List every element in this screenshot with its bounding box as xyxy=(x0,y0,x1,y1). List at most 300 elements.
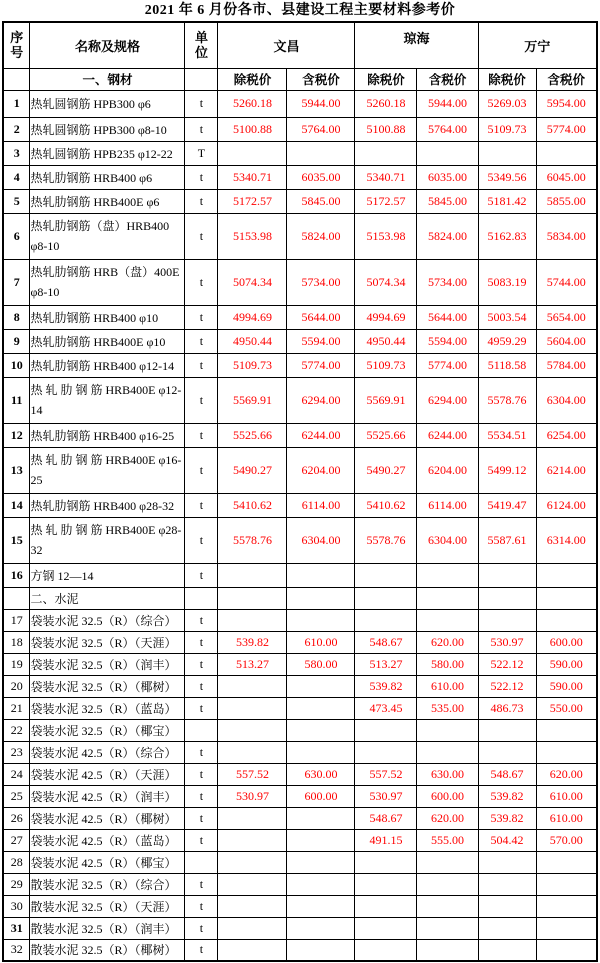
price-cell-wanning-incl: 5604.00 xyxy=(536,329,597,353)
price-cell-wanning-excl: 539.82 xyxy=(478,785,536,807)
price-cell-qionghai-incl: 6114.00 xyxy=(417,493,478,517)
price-cell-wanning-incl: 5744.00 xyxy=(536,259,597,305)
item-name: 热轧圆钢筋 HPB300 φ6 xyxy=(30,90,185,117)
item-name: 袋装水泥 32.5（R）（润丰） xyxy=(30,653,185,675)
table-row xyxy=(3,90,597,117)
price-cell-qionghai-incl xyxy=(417,895,478,917)
price-cell-wenchang-incl: 580.00 xyxy=(287,653,355,675)
table-row xyxy=(3,697,597,719)
item-unit: t xyxy=(185,609,218,631)
price-cell-qionghai-excl xyxy=(355,609,417,631)
item-unit: t xyxy=(185,189,218,213)
price-incl-header: 含税价 xyxy=(536,68,597,90)
item-unit: t xyxy=(185,517,218,563)
row-number: 1 xyxy=(3,90,30,117)
price-cell-qionghai-excl: 5100.88 xyxy=(355,117,417,141)
price-cell-wenchang-excl: 5100.88 xyxy=(218,117,287,141)
item-name: 散装水泥 32.5（R）（天涯） xyxy=(30,895,185,917)
price-cell-qionghai-incl xyxy=(417,563,478,587)
price-cell-qionghai-incl xyxy=(417,741,478,763)
price-cell-wenchang-incl xyxy=(287,563,355,587)
row-number: 26 xyxy=(3,807,30,829)
price-cell-wanning-incl xyxy=(536,851,597,873)
price-cell-wenchang-incl: 5734.00 xyxy=(287,259,355,305)
price-cell-wanning-incl: 610.00 xyxy=(536,785,597,807)
price-cell-wenchang-incl xyxy=(287,851,355,873)
item-unit: t xyxy=(185,895,218,917)
price-cell-qionghai-excl: 5525.66 xyxy=(355,423,417,447)
row-number: 23 xyxy=(3,741,30,763)
price-cell-wanning-incl: 5654.00 xyxy=(536,305,597,329)
price-cell-qionghai-incl xyxy=(417,719,478,741)
price-cell-qionghai-excl: 4994.69 xyxy=(355,305,417,329)
item-unit: t xyxy=(185,675,218,697)
price-cell-qionghai-excl: 5109.73 xyxy=(355,353,417,377)
price-cell-wanning-excl: 5269.03 xyxy=(478,90,536,117)
price-cell-wanning-excl xyxy=(478,587,536,609)
price-cell-qionghai-incl xyxy=(417,873,478,895)
table-row xyxy=(3,917,597,939)
price-cell-wanning-incl: 5834.00 xyxy=(536,213,597,259)
price-cell-qionghai-incl: 5774.00 xyxy=(417,353,478,377)
item-unit xyxy=(185,719,218,741)
item-name: 方钢 12—14 xyxy=(30,563,185,587)
item-unit: t xyxy=(185,563,218,587)
price-cell-qionghai-incl: 620.00 xyxy=(417,631,478,653)
price-cell-wanning-excl: 5349.56 xyxy=(478,165,536,189)
empty-header-cell xyxy=(185,68,218,90)
price-cell-qionghai-incl xyxy=(417,939,478,961)
table-body xyxy=(3,90,597,961)
row-number: 5 xyxy=(3,189,30,213)
row-number: 24 xyxy=(3,763,30,785)
table-row xyxy=(3,631,597,653)
table-row xyxy=(3,305,597,329)
unit-header-line1: 单 xyxy=(194,30,208,46)
table-row xyxy=(3,141,597,165)
price-cell-wanning-excl xyxy=(478,939,536,961)
item-name: 热轧肋钢筋 HRB（盘）400E φ8-10 xyxy=(30,259,185,305)
row-number: 21 xyxy=(3,697,30,719)
price-cell-qionghai-excl xyxy=(355,873,417,895)
price-cell-wenchang-excl: 5260.18 xyxy=(218,90,287,117)
price-cell-wanning-incl: 5954.00 xyxy=(536,90,597,117)
item-name: 热轧肋钢筋 HRB400 φ28-32 xyxy=(30,493,185,517)
price-cell-qionghai-excl: 473.45 xyxy=(355,697,417,719)
price-cell-wenchang-excl xyxy=(218,587,287,609)
item-name: 袋装水泥 32.5（R）（蓝岛） xyxy=(30,697,185,719)
price-cell-wenchang-incl: 610.00 xyxy=(287,631,355,653)
price-cell-wanning-incl: 590.00 xyxy=(536,653,597,675)
row-number: 22 xyxy=(3,719,30,741)
price-cell-qionghai-excl: 548.67 xyxy=(355,807,417,829)
section-label-steel: 一、钢材 xyxy=(30,68,185,90)
price-cell-wanning-excl: 4959.29 xyxy=(478,329,536,353)
item-unit: t xyxy=(185,807,218,829)
price-cell-wenchang-incl: 6035.00 xyxy=(287,165,355,189)
price-cell-wenchang-incl xyxy=(287,141,355,165)
price-cell-wanning-excl: 5181.42 xyxy=(478,189,536,213)
item-name: 袋装水泥 32.5（R）（综合） xyxy=(30,609,185,631)
price-cell-qionghai-incl: 5845.00 xyxy=(417,189,478,213)
price-cell-wenchang-incl xyxy=(287,829,355,851)
price-cell-wenchang-incl xyxy=(287,807,355,829)
price-cell-wenchang-excl xyxy=(218,141,287,165)
price-cell-wanning-incl: 590.00 xyxy=(536,675,597,697)
item-unit: t xyxy=(185,353,218,377)
price-cell-qionghai-excl: 5578.76 xyxy=(355,517,417,563)
price-cell-wanning-incl xyxy=(536,873,597,895)
price-cell-qionghai-incl: 6204.00 xyxy=(417,447,478,493)
price-cell-wanning-incl xyxy=(536,563,597,587)
price-cell-wenchang-excl: 5569.91 xyxy=(218,377,287,423)
price-cell-wenchang-incl xyxy=(287,675,355,697)
row-number: 16 xyxy=(3,563,30,587)
item-unit: t xyxy=(185,305,218,329)
price-cell-wenchang-incl: 5774.00 xyxy=(287,353,355,377)
price-cell-qionghai-incl xyxy=(417,141,478,165)
price-cell-qionghai-excl: 557.52 xyxy=(355,763,417,785)
price-cell-wanning-excl: 486.73 xyxy=(478,697,536,719)
item-name: 热轧肋钢筋 HRB400 φ6 xyxy=(30,165,185,189)
item-name: 热轧肋钢筋 HRB400E φ6 xyxy=(30,189,185,213)
price-cell-wenchang-incl xyxy=(287,587,355,609)
row-number: 6 xyxy=(3,213,30,259)
item-unit: t xyxy=(185,259,218,305)
price-cell-qionghai-incl: 5764.00 xyxy=(417,117,478,141)
item-name: 热轧肋钢筋 HRB400 φ12-14 xyxy=(30,353,185,377)
item-unit: t xyxy=(185,90,218,117)
table-row xyxy=(3,353,597,377)
item-name: 袋装水泥 42.5（R）（椰宝） xyxy=(30,851,185,873)
price-cell-wanning-incl: 6045.00 xyxy=(536,165,597,189)
price-cell-wanning-excl xyxy=(478,917,536,939)
price-cell-qionghai-excl xyxy=(355,895,417,917)
table-row xyxy=(3,517,597,563)
price-cell-wanning-excl: 5083.19 xyxy=(478,259,536,305)
price-cell-wanning-excl: 5587.61 xyxy=(478,517,536,563)
price-cell-qionghai-incl: 6304.00 xyxy=(417,517,478,563)
price-cell-wanning-incl: 6124.00 xyxy=(536,493,597,517)
item-unit: t xyxy=(185,117,218,141)
table-row xyxy=(3,423,597,447)
item-name: 热 轧 肋 钢 筋 HRB400E φ12-14 xyxy=(30,377,185,423)
price-cell-wenchang-incl xyxy=(287,917,355,939)
item-name: 热轧圆钢筋 HPB235 φ12-22 xyxy=(30,141,185,165)
item-unit: t xyxy=(185,631,218,653)
price-cell-qionghai-incl: 630.00 xyxy=(417,763,478,785)
table-row xyxy=(3,165,597,189)
price-cell-qionghai-incl: 535.00 xyxy=(417,697,478,719)
price-cell-wanning-excl: 530.97 xyxy=(478,631,536,653)
price-excl-header: 除税价 xyxy=(478,68,536,90)
table-row xyxy=(3,895,597,917)
price-incl-header: 含税价 xyxy=(417,68,478,90)
price-cell-qionghai-excl xyxy=(355,719,417,741)
item-unit: t xyxy=(185,493,218,517)
price-cell-qionghai-incl xyxy=(417,587,478,609)
category-row xyxy=(3,587,597,609)
table-row xyxy=(3,741,597,763)
price-cell-wanning-excl: 5578.76 xyxy=(478,377,536,423)
row-number: 19 xyxy=(3,653,30,675)
row-number: 15 xyxy=(3,517,30,563)
row-number: 28 xyxy=(3,851,30,873)
price-cell-wanning-excl: 5499.12 xyxy=(478,447,536,493)
price-cell-wenchang-excl: 5074.34 xyxy=(218,259,287,305)
row-number: 9 xyxy=(3,329,30,353)
price-cell-wenchang-excl: 539.82 xyxy=(218,631,287,653)
row-number: 10 xyxy=(3,353,30,377)
column-header-unit xyxy=(185,22,218,68)
table-row xyxy=(3,189,597,213)
price-cell-wanning-incl xyxy=(536,719,597,741)
price-incl-header: 含税价 xyxy=(287,68,355,90)
item-name: 热轧圆钢筋 HPB300 φ8-10 xyxy=(30,117,185,141)
price-cell-qionghai-incl xyxy=(417,609,478,631)
item-unit xyxy=(185,851,218,873)
material-price-table xyxy=(2,21,598,962)
table-row xyxy=(3,609,597,631)
price-cell-wanning-incl: 6304.00 xyxy=(536,377,597,423)
table-row xyxy=(3,873,597,895)
row-number: 12 xyxy=(3,423,30,447)
price-cell-wanning-excl xyxy=(478,895,536,917)
item-name: 热轧肋钢筋 HRB400 φ10 xyxy=(30,305,185,329)
city-header-wenchang: 文昌 xyxy=(218,22,355,68)
item-name: 袋装水泥 42.5（R）（天涯） xyxy=(30,763,185,785)
table-row xyxy=(3,763,597,785)
price-cell-wanning-incl: 6314.00 xyxy=(536,517,597,563)
header-row-pricetypes xyxy=(3,68,597,90)
price-cell-wanning-incl: 6254.00 xyxy=(536,423,597,447)
price-cell-wanning-incl: 5774.00 xyxy=(536,117,597,141)
price-cell-qionghai-incl: 5594.00 xyxy=(417,329,478,353)
price-cell-qionghai-incl: 620.00 xyxy=(417,807,478,829)
price-cell-wenchang-excl: 5172.57 xyxy=(218,189,287,213)
row-number: 8 xyxy=(3,305,30,329)
price-cell-qionghai-excl xyxy=(355,587,417,609)
price-cell-wenchang-excl xyxy=(218,741,287,763)
item-name: 袋装水泥 32.5（R）（椰树） xyxy=(30,675,185,697)
price-cell-wenchang-excl: 5109.73 xyxy=(218,353,287,377)
price-cell-wanning-incl: 5855.00 xyxy=(536,189,597,213)
price-cell-wanning-incl xyxy=(536,587,597,609)
table-row xyxy=(3,259,597,305)
price-cell-qionghai-excl: 548.67 xyxy=(355,631,417,653)
price-cell-qionghai-excl xyxy=(355,741,417,763)
price-cell-qionghai-incl xyxy=(417,917,478,939)
price-cell-wenchang-incl: 5594.00 xyxy=(287,329,355,353)
row-number: 29 xyxy=(3,873,30,895)
row-number: 30 xyxy=(3,895,30,917)
price-cell-wanning-excl: 522.12 xyxy=(478,675,536,697)
price-cell-wenchang-excl xyxy=(218,563,287,587)
row-number: 31 xyxy=(3,917,30,939)
price-cell-wanning-excl: 5003.54 xyxy=(478,305,536,329)
price-cell-qionghai-excl: 5340.71 xyxy=(355,165,417,189)
table-row xyxy=(3,785,597,807)
table-row xyxy=(3,851,597,873)
item-unit: t xyxy=(185,741,218,763)
seq-header-line1: 序 xyxy=(10,30,24,46)
table-row xyxy=(3,807,597,829)
row-number: 27 xyxy=(3,829,30,851)
item-unit: t xyxy=(185,917,218,939)
price-cell-wenchang-incl: 5944.00 xyxy=(287,90,355,117)
price-cell-wenchang-incl: 5644.00 xyxy=(287,305,355,329)
price-cell-qionghai-excl: 5410.62 xyxy=(355,493,417,517)
item-name: 散装水泥 32.5（R）（润丰） xyxy=(30,917,185,939)
price-cell-wenchang-excl xyxy=(218,719,287,741)
row-number: 4 xyxy=(3,165,30,189)
price-cell-wanning-excl: 548.67 xyxy=(478,763,536,785)
price-cell-qionghai-incl xyxy=(417,851,478,873)
page-title: 2021 年 6 月份各市、县建设工程主要材料参考价 xyxy=(144,3,456,18)
price-cell-wanning-excl: 5534.51 xyxy=(478,423,536,447)
price-cell-wanning-excl xyxy=(478,141,536,165)
row-number: 17 xyxy=(3,609,30,631)
price-cell-wanning-incl xyxy=(536,741,597,763)
price-cell-wenchang-excl xyxy=(218,917,287,939)
price-cell-qionghai-excl: 5490.27 xyxy=(355,447,417,493)
price-cell-wenchang-incl: 6294.00 xyxy=(287,377,355,423)
price-cell-wenchang-incl xyxy=(287,873,355,895)
row-number: 32 xyxy=(3,939,30,961)
item-unit: t xyxy=(185,785,218,807)
price-cell-wanning-incl: 570.00 xyxy=(536,829,597,851)
price-cell-qionghai-incl: 5944.00 xyxy=(417,90,478,117)
table-row xyxy=(3,329,597,353)
price-cell-wenchang-excl: 4994.69 xyxy=(218,305,287,329)
price-cell-wenchang-excl: 5525.66 xyxy=(218,423,287,447)
item-unit: t xyxy=(185,447,218,493)
price-cell-wanning-excl xyxy=(478,719,536,741)
item-name: 热 轧 肋 钢 筋 HRB400E φ16-25 xyxy=(30,447,185,493)
price-cell-wanning-excl: 5419.47 xyxy=(478,493,536,517)
price-cell-qionghai-excl xyxy=(355,939,417,961)
item-unit: t xyxy=(185,377,218,423)
item-name: 二、水泥 xyxy=(30,587,185,609)
price-cell-wanning-incl xyxy=(536,609,597,631)
price-cell-wanning-excl xyxy=(478,873,536,895)
price-cell-wenchang-incl xyxy=(287,609,355,631)
table-row xyxy=(3,719,597,741)
unit-header-line2: 位 xyxy=(194,45,208,61)
price-cell-wenchang-excl xyxy=(218,873,287,895)
price-cell-qionghai-excl: 530.97 xyxy=(355,785,417,807)
price-cell-qionghai-incl: 5644.00 xyxy=(417,305,478,329)
item-unit: t xyxy=(185,213,218,259)
price-cell-wenchang-incl xyxy=(287,895,355,917)
price-cell-wenchang-incl xyxy=(287,719,355,741)
row-number: 20 xyxy=(3,675,30,697)
table-row xyxy=(3,117,597,141)
price-cell-qionghai-incl: 600.00 xyxy=(417,785,478,807)
price-cell-wanning-excl: 504.42 xyxy=(478,829,536,851)
row-number: 14 xyxy=(3,493,30,517)
price-cell-wanning-incl xyxy=(536,895,597,917)
price-cell-wenchang-excl xyxy=(218,807,287,829)
price-cell-wanning-excl: 5109.73 xyxy=(478,117,536,141)
price-cell-qionghai-incl: 580.00 xyxy=(417,653,478,675)
item-name: 散装水泥 32.5（R）（综合） xyxy=(30,873,185,895)
price-cell-wenchang-excl: 5410.62 xyxy=(218,493,287,517)
item-name: 热 轧 肋 钢 筋 HRB400E φ28-32 xyxy=(30,517,185,563)
price-cell-qionghai-excl: 5260.18 xyxy=(355,90,417,117)
item-name: 袋装水泥 42.5（R）（椰树） xyxy=(30,807,185,829)
price-cell-wenchang-incl: 5845.00 xyxy=(287,189,355,213)
item-name: 袋装水泥 42.5（R）（蓝岛） xyxy=(30,829,185,851)
item-unit xyxy=(185,587,218,609)
row-number: 7 xyxy=(3,259,30,305)
price-cell-wenchang-excl xyxy=(218,939,287,961)
price-cell-wanning-excl xyxy=(478,851,536,873)
price-cell-wanning-incl xyxy=(536,917,597,939)
price-cell-qionghai-excl: 5172.57 xyxy=(355,189,417,213)
table-row xyxy=(3,939,597,961)
price-cell-wanning-incl: 610.00 xyxy=(536,807,597,829)
item-name: 散装水泥 32.5（R）（椰树） xyxy=(30,939,185,961)
price-cell-wenchang-excl xyxy=(218,851,287,873)
item-unit: t xyxy=(185,653,218,675)
empty-header-cell xyxy=(3,68,30,90)
price-cell-wenchang-incl: 5764.00 xyxy=(287,117,355,141)
row-number xyxy=(3,587,30,609)
price-cell-wenchang-incl: 6114.00 xyxy=(287,493,355,517)
price-cell-qionghai-excl: 513.27 xyxy=(355,653,417,675)
item-name: 热轧肋钢筋 HRB400E φ10 xyxy=(30,329,185,353)
price-cell-wenchang-excl: 5340.71 xyxy=(218,165,287,189)
price-cell-wenchang-excl xyxy=(218,675,287,697)
price-cell-wanning-incl: 600.00 xyxy=(536,631,597,653)
price-cell-wanning-excl xyxy=(478,741,536,763)
item-name: 袋装水泥 32.5（R）（天涯） xyxy=(30,631,185,653)
price-cell-wenchang-excl: 5490.27 xyxy=(218,447,287,493)
item-name: 袋装水泥 42.5（R）（综合） xyxy=(30,741,185,763)
table-row xyxy=(3,563,597,587)
item-unit: T xyxy=(185,141,218,165)
price-cell-wenchang-incl: 6304.00 xyxy=(287,517,355,563)
item-name: 袋装水泥 32.5（R）（椰宝） xyxy=(30,719,185,741)
price-excl-header: 除税价 xyxy=(218,68,287,90)
row-number: 13 xyxy=(3,447,30,493)
price-cell-qionghai-incl: 5824.00 xyxy=(417,213,478,259)
item-unit: t xyxy=(185,829,218,851)
price-excl-header: 除税价 xyxy=(355,68,417,90)
price-cell-wanning-excl: 539.82 xyxy=(478,807,536,829)
table-row xyxy=(3,653,597,675)
price-cell-wanning-excl xyxy=(478,609,536,631)
price-cell-wanning-excl: 522.12 xyxy=(478,653,536,675)
price-cell-qionghai-incl: 6244.00 xyxy=(417,423,478,447)
price-cell-qionghai-excl xyxy=(355,851,417,873)
price-cell-qionghai-incl: 555.00 xyxy=(417,829,478,851)
price-cell-wanning-excl: 5162.83 xyxy=(478,213,536,259)
price-cell-wanning-excl xyxy=(478,563,536,587)
price-cell-wenchang-excl: 4950.44 xyxy=(218,329,287,353)
price-cell-wenchang-excl xyxy=(218,697,287,719)
row-number: 18 xyxy=(3,631,30,653)
price-cell-wenchang-excl: 5153.98 xyxy=(218,213,287,259)
price-cell-wanning-incl: 550.00 xyxy=(536,697,597,719)
price-cell-qionghai-incl: 6035.00 xyxy=(417,165,478,189)
price-cell-qionghai-excl: 4950.44 xyxy=(355,329,417,353)
price-cell-qionghai-excl: 491.15 xyxy=(355,829,417,851)
item-unit: t xyxy=(185,329,218,353)
table-row xyxy=(3,675,597,697)
price-cell-wanning-excl: 5118.58 xyxy=(478,353,536,377)
